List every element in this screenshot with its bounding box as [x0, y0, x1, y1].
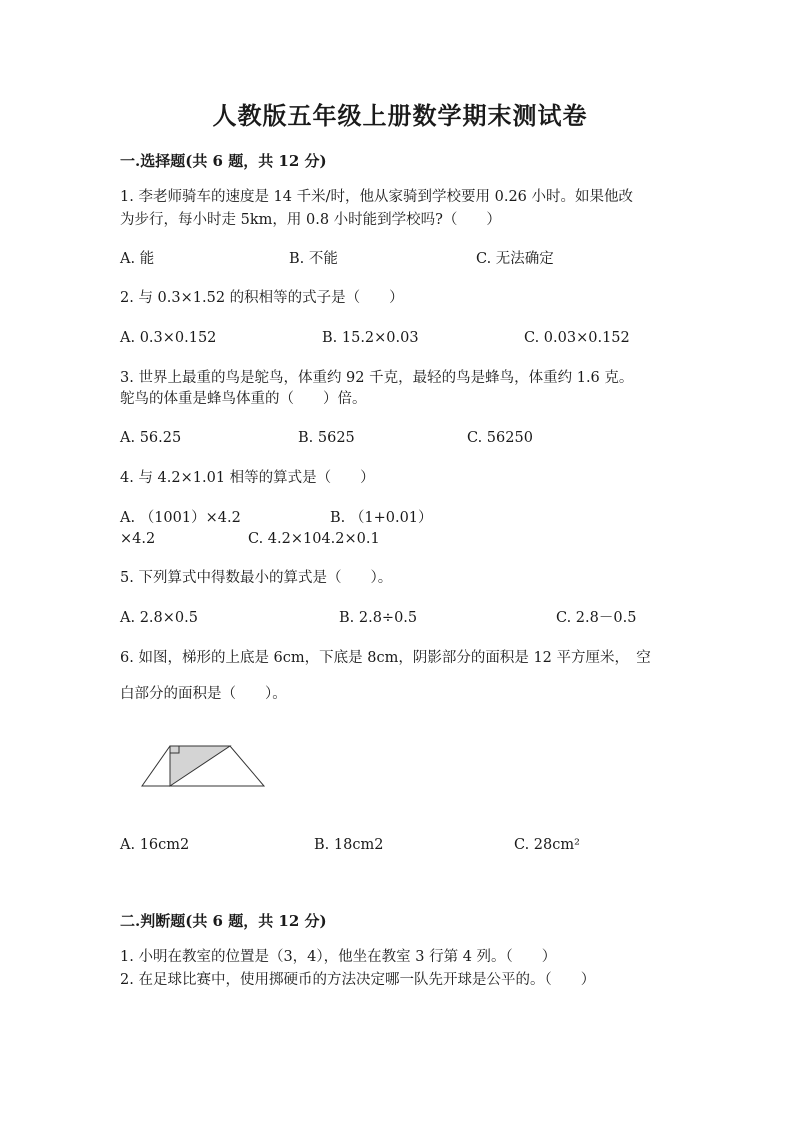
question-1-option-b: B. 不能 — [289, 251, 338, 267]
judgement-question-1: 1. 小明在教室的位置是（3，4），他坐在教室 3 行第 4 列。（ ） — [120, 949, 557, 965]
judgement-question-2: 2. 在足球比赛中，使用掷硬币的方法决定哪一队先开球是公平的。（ ） — [120, 972, 596, 988]
question-3-option-c: C. 56250 — [467, 430, 533, 446]
question-6-option-b: B. 18cm2 — [314, 837, 384, 853]
question-1-text-line2: 为步行，每小时走 5km，用 0.8 小时能到学校吗?（ ） — [120, 212, 501, 228]
question-2-text: 2. 与 0.3×1.52 的积相等的式子是（ ） — [120, 290, 404, 306]
question-5-text: 5. 下列算式中得数最小的算式是（ ）。 — [120, 570, 393, 586]
question-2-option-b: B. 15.2×0.03 — [322, 330, 419, 346]
question-1-text-line1: 1. 李老师骑车的速度是 14 千米/时，他从家骑到学校要用 0.26 小时。如果他改 — [120, 189, 633, 205]
trapezoid-figure — [136, 738, 272, 794]
section-heading-judgement: 二.判断题(共 6 题，共 12 分) — [120, 912, 327, 930]
question-1-option-a: A. 能 — [120, 251, 155, 267]
question-4-option-b-continued: ×4.2 — [120, 531, 156, 547]
question-3-option-a: A. 56.25 — [120, 430, 182, 446]
question-5-option-a: A. 2.8×0.5 — [120, 610, 198, 626]
question-5-option-b: B. 2.8÷0.5 — [339, 610, 418, 626]
question-3-text-line1: 3. 世界上最重的鸟是鸵鸟，体重约 92 千克，最轻的鸟是蜂鸟，体重约 1.6 克。 — [120, 370, 634, 386]
question-4-text: 4. 与 4.2×1.01 相等的算式是（ ） — [120, 470, 375, 486]
question-2-option-a: A. 0.3×0.152 — [120, 330, 217, 346]
question-1-option-c: C. 无法确定 — [476, 251, 554, 267]
section-heading-choice: 一.选择题(共 6 题，共 12 分) — [120, 152, 327, 170]
question-2-option-c: C. 0.03×0.152 — [524, 330, 630, 346]
question-6-option-c: C. 28cm² — [514, 837, 580, 853]
question-3-text-line2: 鸵鸟的体重是蜂鸟体重的（ ）倍。 — [120, 391, 367, 407]
question-4-option-a: A. （1001）×4.2 — [120, 510, 241, 526]
question-4-option-b: B. （1+0.01） — [330, 510, 433, 526]
question-6-text-line1: 6. 如图，梯形的上底是 6cm，下底是 8cm，阴影部分的面积是 12 平方厘米， 空 — [120, 650, 651, 666]
question-3-option-b: B. 5625 — [298, 430, 355, 446]
question-6-option-a: A. 16cm2 — [120, 837, 190, 853]
question-5-option-c: C. 2.8－0.5 — [556, 610, 637, 626]
page-title: 人教版五年级上册数学期末测试卷 — [212, 101, 588, 130]
question-4-option-c: C. 4.2×104.2×0.1 — [248, 531, 380, 547]
question-6-text-line2: 白部分的面积是（ ）。 — [120, 686, 287, 702]
